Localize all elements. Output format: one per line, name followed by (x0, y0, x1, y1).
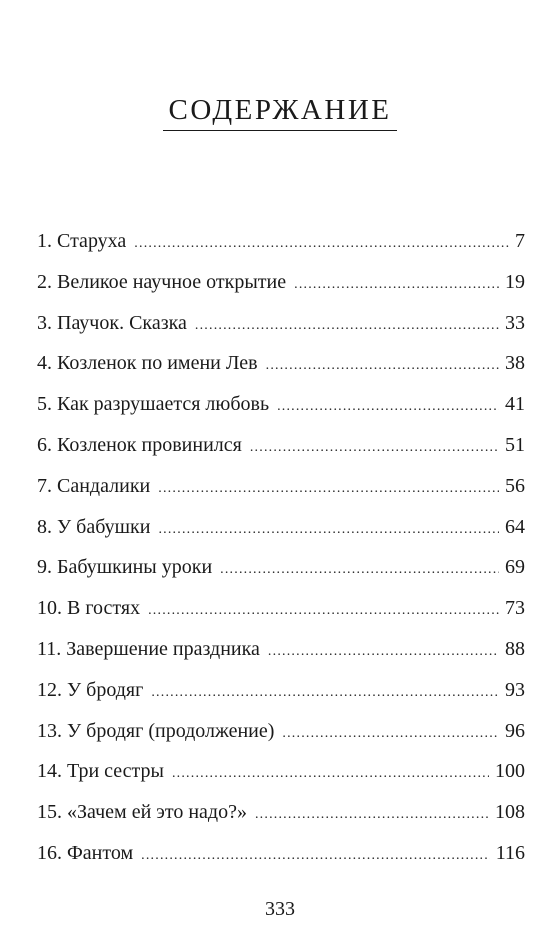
leader-dots (134, 231, 509, 257)
leader-dots (141, 843, 490, 869)
toc-entry-page: 69 (505, 556, 525, 579)
toc-entry (37, 514, 525, 555)
page-number: 333 (265, 898, 295, 920)
toc-heading (0, 92, 560, 131)
toc-entry-title: 13. У бродяг (продолжение) (37, 719, 275, 742)
toc-entry-title: 12. У бродяг (37, 678, 144, 701)
toc-entry-page: 93 (505, 678, 525, 701)
toc-entry (37, 840, 525, 881)
toc-entry-page: 33 (505, 311, 525, 334)
toc-entry (37, 718, 525, 759)
leader-dots (282, 721, 499, 747)
toc-entry-page: 19 (505, 270, 525, 293)
toc-entry-title: 10. В гостях (37, 597, 141, 620)
leader-dots (151, 680, 499, 706)
toc-entry (37, 228, 525, 269)
toc-entry-title: 11. Завершение праздника (37, 637, 260, 660)
toc-entry-page: 56 (505, 474, 525, 497)
toc-entry-title: 4. Козленок по имени Лев (37, 352, 258, 375)
leader-dots (195, 313, 499, 339)
toc-entry (37, 473, 525, 514)
leader-dots (220, 557, 499, 583)
toc-entry-page: 88 (505, 637, 525, 660)
toc-entry (37, 758, 525, 799)
toc-entry-title: 3. Паучок. Сказка (37, 311, 187, 334)
leader-dots (294, 272, 499, 298)
toc-entry-title: 1. Старуха (37, 230, 127, 252)
toc-entry (37, 391, 525, 432)
toc-entry (37, 269, 525, 310)
toc-entry-page: 116 (495, 841, 525, 864)
toc-entry (37, 677, 525, 718)
toc-entry-page: 108 (495, 801, 525, 824)
toc-entry-page: 100 (495, 760, 525, 783)
toc-entry (37, 310, 525, 351)
toc-entry-title: 8. У бабушки (37, 515, 151, 538)
toc-entry-page: 96 (505, 719, 525, 742)
toc-entry-title: 15. «Зачем ей это надо?» (37, 801, 247, 824)
leader-dots (158, 517, 499, 543)
toc-entry-page: 64 (505, 515, 525, 538)
toc-entry-page: 51 (505, 433, 525, 456)
leader-dots (268, 639, 499, 665)
toc-entry (37, 595, 525, 636)
leader-dots (255, 802, 489, 828)
toc-entry-page: 7 (515, 230, 525, 252)
toc-entry-title: 7. Сандалики (37, 474, 151, 497)
leader-dots (158, 476, 499, 502)
leader-dots (250, 435, 499, 461)
toc-entry-page: 41 (505, 393, 525, 416)
leader-dots (148, 598, 499, 624)
toc-entry-page: 38 (505, 352, 525, 375)
toc-entry-title: 16. Фантом (37, 841, 134, 864)
leader-dots (266, 353, 499, 379)
toc-entry (37, 350, 525, 391)
toc-list (37, 228, 525, 881)
leader-dots (277, 394, 499, 420)
toc-entry-title: 9. Бабушкины уроки (37, 556, 213, 579)
toc-entry-page: 73 (505, 597, 525, 620)
toc-entry-title: 5. Как разрушается любовь (37, 393, 270, 416)
toc-entry (37, 432, 525, 473)
toc-entry (37, 636, 525, 677)
toc-entry (37, 554, 525, 595)
toc-heading-text: СОДЕРЖАНИЕ (163, 92, 398, 131)
leader-dots (172, 761, 489, 787)
toc-entry-title: 6. Козленок провинился (37, 433, 242, 456)
toc-entry (37, 799, 525, 840)
toc-entry-title: 14. Три сестры (37, 760, 164, 783)
toc-entry-title: 2. Великое научное открытие (37, 270, 287, 293)
